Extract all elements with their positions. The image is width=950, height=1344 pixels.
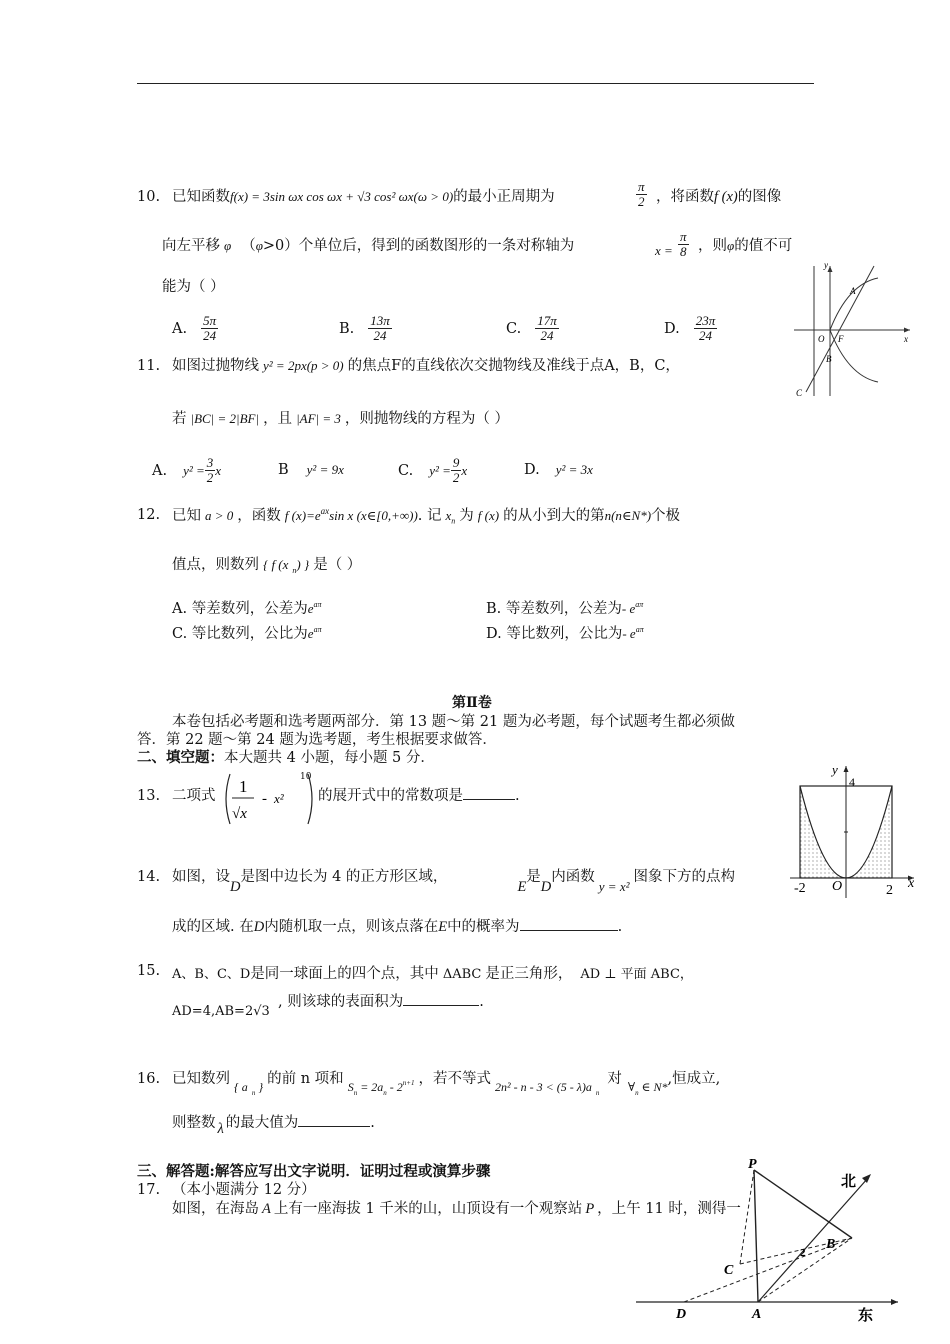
- q12-option-c[interactable]: C. 等比数列，公比为$e^{a\pi}$: [172, 625, 322, 642]
- q17-points: （本小题满分 12 分）: [172, 1182, 316, 1198]
- fig-label-north: 北: [841, 1174, 857, 1190]
- q10-option-c[interactable]: C. $\frac{17\pi}{24}$: [506, 313, 557, 344]
- q10-line3: 能为（ ）: [162, 279, 225, 295]
- q15-line1: A、B、C、D是同一球面上的四个点，其中 ΔABC 是正三角形， AD ⊥ 平面 ABC，: [172, 966, 693, 982]
- line-pb: [754, 1170, 852, 1238]
- fig-label-4: 4: [849, 775, 855, 789]
- q15-given: AD=4,AB=2√3: [172, 1004, 270, 1019]
- focal-line: [806, 266, 874, 392]
- q12-option-b[interactable]: B. 等差数列，公差为- $e^{a\pi}$: [486, 600, 644, 617]
- fig-label-2: 2: [886, 883, 893, 898]
- fig-label-a: A: [850, 286, 856, 296]
- part-2-title: 第Ⅱ卷: [452, 695, 492, 711]
- q13-minus: -: [262, 791, 267, 807]
- q12-line2: 值点，则数列 { f (x $_n$) } 是（ ）: [172, 557, 362, 575]
- q14-square-figure: [788, 760, 922, 902]
- section-3-heading: 三、解答题:解答应写出文字说明．证明过程或演算步骤: [137, 1163, 491, 1180]
- q11-option-b[interactable]: B y² = 9x: [278, 462, 344, 478]
- q17-line1: 如图，在海岛 A 上有一座海拔 1 千米的山，山顶设有一个观察站 P ，上午 11 时，测得一: [172, 1201, 741, 1217]
- q11-parabola-figure: [786, 258, 916, 400]
- fig-label-x: x: [908, 876, 915, 891]
- fig-label-y: y: [824, 260, 828, 270]
- q13-exponent: 10: [300, 772, 312, 782]
- fig-label-b: B: [826, 1237, 836, 1252]
- q11-option-d[interactable]: D. y² = 3x: [524, 462, 593, 478]
- q10-option-a[interactable]: A. $\frac{5\pi}{24}$: [172, 313, 217, 344]
- q16-line1: 已知数列 $_{\{ a}$ $_n$ $_{\}}$ 的前 n 项和 $_{Sn}$ $_{= 2an}$ $_{- 2}^{n+1}$ ，若不等式 $_{2n^2 - n - 3 < (5 - \lambda)a}$ $_n$对 $_{\forall n}$ $_{\in N*}$,恒成立,: [172, 1071, 721, 1097]
- header-rule: [137, 83, 814, 84]
- q16-answer-blank[interactable]: [298, 1114, 370, 1127]
- q13-x-squared: x²: [274, 791, 284, 806]
- part-2-intro-line2: 答．第 22 题～第 24 题为选考题，考生根据要求做答．: [137, 732, 497, 748]
- north-arrow: [862, 1174, 871, 1183]
- q10-formula: f(x) = 3sin ωx cos ωx + √3 cos² ωx(ω > 0): [230, 189, 454, 204]
- fig-label-east: 东: [858, 1308, 874, 1324]
- y-axis-arrow: [844, 766, 849, 772]
- part-2-intro-line1: 本卷包括必考题和选考题两部分．第 13 题～第 21 题为必考题，每个试题考生都必须做: [172, 714, 735, 730]
- fig-label-c: C: [796, 388, 803, 398]
- q12-line1: 已知 a > 0 ，函数 f $(x)=e^{ax}\sin$ x (x∈[0,+∞)). 记 $x_n$ 为 f (x) 的从小到大的第n(n∈N*)个极: [172, 506, 681, 526]
- q10-number: 10.: [137, 189, 161, 205]
- fig-label-a: A: [752, 1307, 762, 1322]
- q15-answer-blank[interactable]: [403, 993, 479, 1006]
- fig-label-o: O: [832, 879, 843, 894]
- x-axis-arrow: [904, 328, 910, 333]
- fig-label-neg2: -2: [794, 881, 806, 896]
- q11-line2: 若 |BC| = 2|BF| ，且 |AF| = 3 ，则抛物线的方程为（ ）: [172, 411, 509, 427]
- q13-answer-blank[interactable]: [463, 787, 515, 800]
- q12-option-a[interactable]: A. 等差数列，公差为$e^{a\pi}$: [172, 600, 322, 617]
- q10-period-fraction: $\frac{\pi}{2}$: [638, 179, 645, 210]
- fig-label-p: P: [748, 1157, 757, 1172]
- q10-option-d[interactable]: D. $\frac{23\pi}{24}$: [664, 313, 716, 344]
- q13-numerator: 1: [239, 777, 248, 796]
- mountain-pa: [754, 1170, 758, 1302]
- fig-label-c: C: [724, 1263, 734, 1278]
- q10-text: 已知函数f(x) = 3sin ωx cos ωx + √3 cos² ωx(ω > 0)的最小正周期为: [172, 189, 555, 205]
- q10-axis-fraction: $\frac{\pi}{8}$: [680, 229, 687, 260]
- q14-answer-blank[interactable]: [520, 918, 618, 931]
- fig-label-2: 2: [800, 1247, 806, 1259]
- fig-label-o: O: [818, 334, 825, 344]
- q13-denominator: √x: [232, 806, 247, 822]
- fig-label-y: y: [832, 762, 838, 777]
- q10-line2: 向左平移 φ （φ>0）个单位后，得到的函数图形的一条对称轴为: [162, 238, 575, 254]
- q14-line2: 成的区域. 在D内随机取一点，则该点落在E中的概率为 .: [172, 919, 623, 935]
- east-arrow: [891, 1299, 898, 1305]
- q11-option-a[interactable]: A. y² = $\frac{3}{2}$ x: [152, 455, 222, 486]
- q16-line2: 则整数 λ 的最大值为 .: [172, 1115, 375, 1137]
- q12-option-d[interactable]: D. 等比数列，公比为- $e^{a\pi}$: [486, 625, 644, 642]
- fig-label-x: x: [904, 334, 908, 344]
- north-line: [758, 1178, 868, 1302]
- fig-label-d: D: [676, 1307, 687, 1322]
- fig-label-f: F: [838, 334, 844, 344]
- q10-option-b[interactable]: B. $\frac{13\pi}{24}$: [339, 313, 390, 344]
- left-paren: [226, 774, 230, 824]
- q17-island-figure: [636, 1156, 906, 1338]
- y-axis-arrow: [828, 266, 833, 272]
- q11-option-c[interactable]: C. y² = $\frac{9}{2}$ x: [398, 455, 468, 486]
- q14-line1: 如图，设D是图中边长为 4 的正方形区域，E是D内函数y = x²图象下方的点构: [172, 869, 735, 895]
- fig-label-b: B: [826, 354, 832, 364]
- section-2-heading: 二、填空题：本大题共 4 小题，每小题 5 分．: [137, 749, 435, 766]
- line-pc: [740, 1170, 754, 1264]
- q11-line1: 如图过抛物线 y² = 2px(p > 0) 的焦点F的直线依次交抛物线及准线于点A，B，C，: [172, 358, 680, 374]
